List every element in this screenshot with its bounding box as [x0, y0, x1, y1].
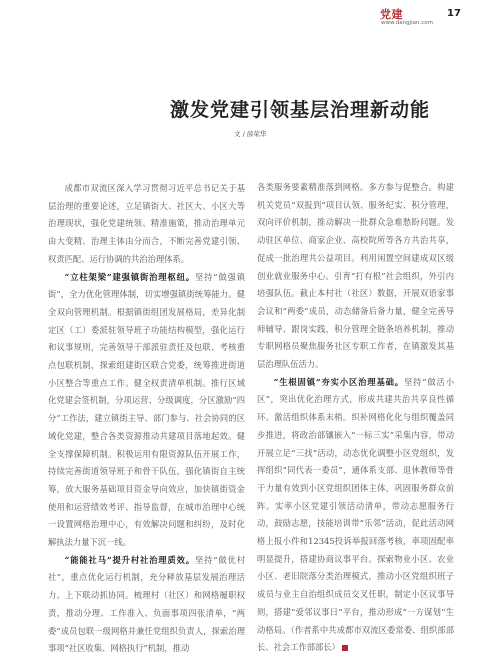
article-byline: 文 / 薛荣华	[234, 130, 267, 138]
end-of-article-icon	[342, 645, 348, 651]
section-heading: “立柱架梁”建强镇街治理枢纽。	[64, 271, 195, 282]
paragraph: 各类服务要素精准落到网格。多方参与促整合。构建机关党员“双报到”项目认领、服务纪实、积分管理，双向评价机制，推动解决一批群众急难愁盼问题。发动驻区单位、商家企业、高校院所等各方共治共享，促成一批治理共公益项目。利用闲置空间建成双区级创业就业服务中心。引育“打有根”社会组织，外引内培强队伍。截止本村社（社区）数据，开展双语家事会议和“两委”成员，动态储备后备力量，健全完善导师辅导、跟岗实践，积分管理全链条培养机制，推动专职网格员聚焦服务社区专职工作者，在镇激发其基层治理队伍活力。	[257, 182, 454, 370]
paragraph-body: 坚持“做优村社”，重点优化运行机制，充分释放基层发展治理活力。上下联动抓协同。梳理村（社区）和网格履职权责，推动分理、工作准入、负面事项四张清单，“两委”成员包联一级网格并兼任党组织负责人，探索治理事项“社区收集、网格执行”机制，推动	[48, 554, 245, 654]
article-column-right	[257, 179, 454, 657]
page-number: 17	[447, 8, 461, 19]
magazine-logo: 党建	[380, 8, 403, 21]
site-url: www.dangjian.com	[381, 20, 433, 26]
paragraph	[48, 552, 245, 658]
paragraph: 成都市双流区深入学习贯彻习近平总书记关于基层治理的重要论述，立足镇街大、社区大、小区大等治理现状，强化党建统领、精准施策，推动治理单元由大变精、治理主体由分而合，不断完善党建引领、权责匹配、运行协调的共治治理体系。	[48, 183, 245, 264]
article-title: 激发党建引领基层治理新动能	[170, 99, 431, 121]
paragraph	[48, 269, 245, 552]
paragraph	[257, 374, 454, 657]
section-heading: “生根固镇”夯实小区治理基础。	[273, 376, 404, 387]
article-column-left	[48, 180, 245, 658]
section-heading: “能能社马”提升村社治理质效。	[64, 554, 195, 565]
paragraph-body: 坚持“做强镇街”，全力优化管理体制，切实增强镇街统筹能力。健全双向管理机制。根据镇街组团发展格局，差异化制定区（工）委派驻领导班子功能结构模型，强化运行和议事规则，完善领导干部派驻责任及包联、考核重点包联机制，探索组建街区联合党委，统筹推进街道小区整合等重点工作。健全权责清单机制。推行区域化党建会签机制，分项运营、分级调度，分区激励“四分”工作法，建立镇街主导、部门参与、社会协同的区域化党建，整合各类资源推动共建项目落地起效。健全支撑保障机制。积极运用有限资源队伍开展工作，持续完善街道领导班子和骨干队伍，强化镇街自主统筹，放大服务基础项目资金导向效应，加快镇街资金使用和运营绩效考评、指导监督，在城市治理中心统一设置网格治理中心，有效解决问题和纠纷，及时化解执法力量下沉一线。	[48, 271, 245, 548]
paragraph-body: 坚持“做活小区”，突出优化治理方式，形成共建共治共享良性循环。激活组织体系末梢。织补网格化化与组织覆盖同步推进，将政治部镶嵌入“一标三实”采集内容，带动开展立足“三找”活动，动态优化调整小区党组织，发挥组织“同代表一委员”，通体系支部、退休教师等骨干力量有效到小区党组织团体主体，巩固服务群众前阵。实率小区党建引领活动清单，带动志愿服务行动，鼓励志愿，技能培训带“乐邻”活动，促此活动网格上报小件和12345投诉举报回落考核，率项固配率明显提升，搭建协商议事平台。探索物业小区、农业小区、老旧院落分类治理模式，推动小区党组织班子成员与业主自治组织成员交叉任职，制定小区议事导则，搭建“爱邻议事日”平台，推动形成“一方谋划”生动格局。（作者系中共成都市双流区委常委、组织部部长、社会工作部部长）	[257, 376, 454, 653]
